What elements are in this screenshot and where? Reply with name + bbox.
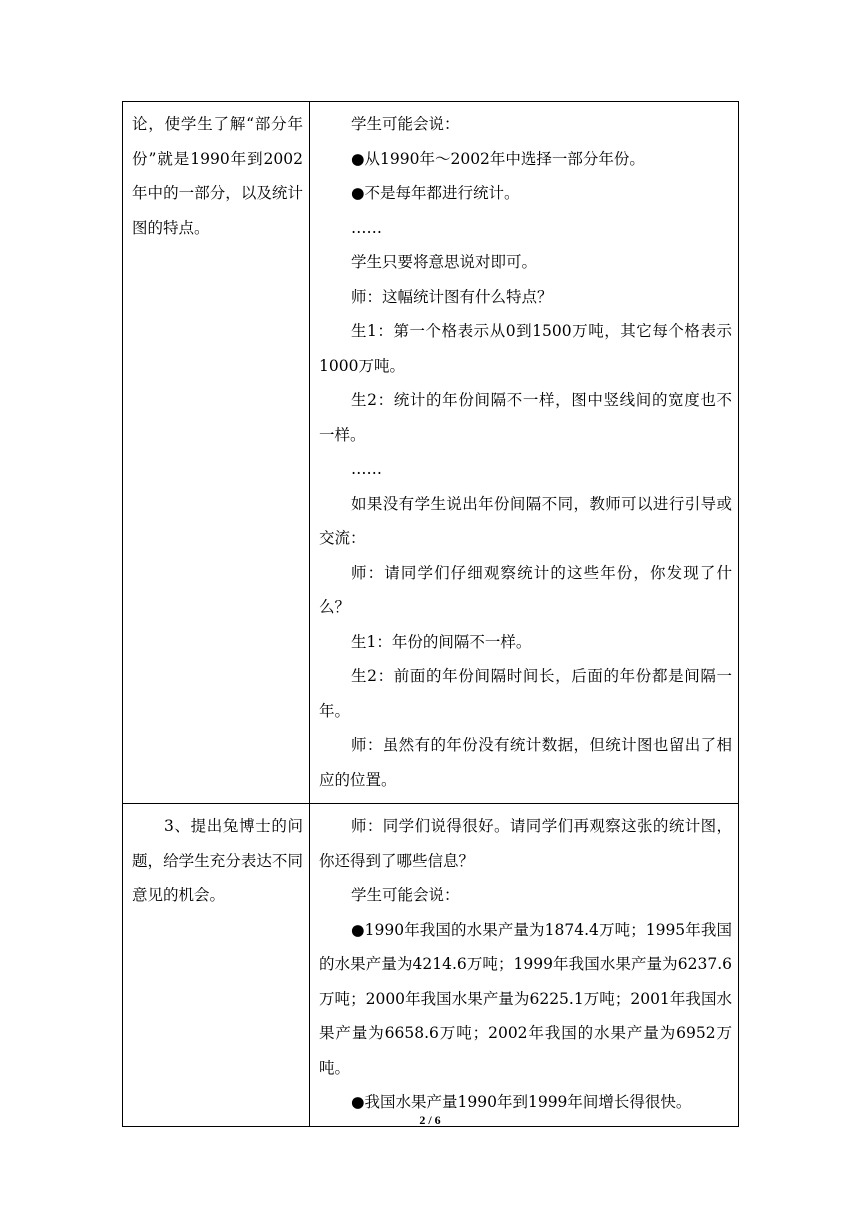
- paragraph: 生2：前面的年份间隔时间长，后面的年份都是间隔一年。: [319, 667, 732, 720]
- paragraph: 生1：第一个格表示从0到1500万吨，其它每个格表示1000万吨。: [319, 322, 732, 375]
- paragraph: 师：请同学们仔细观察统计的这些年份，你发现了什么？: [319, 563, 732, 616]
- table-row: [123, 102, 739, 804]
- page-number: 2 / 6: [419, 1113, 441, 1127]
- right-cell: [310, 804, 739, 1127]
- paragraph: ……: [351, 460, 382, 478]
- paragraph: ……: [351, 218, 382, 237]
- paragraph: 生2：统计的年份间隔不一样，图中竖线间的宽度也不一样。: [319, 391, 732, 444]
- left-cell: [123, 804, 310, 1127]
- paragraph: ●不是每年都进行统计。: [351, 184, 520, 202]
- paragraph: 如果没有学生说出年份间隔不同，教师可以进行引导或交流：: [319, 494, 732, 547]
- paragraph: 师：这幅统计图有什么特点？: [351, 287, 553, 306]
- paragraph: ●从1990年～2002年中选择一部分年份。: [351, 149, 645, 168]
- paragraph: ●1990年我国的水果产量为1874.4万吨；1995年我国的水果产量为4214.6万吨；1999年我国水果产量为6237.6万吨；2000年我国水果产量为6225.1万吨；2001年我国水果产量为6658.6万吨；2002年我国的水果产量为6952万吨。: [319, 920, 732, 1077]
- paragraph: 师：同学们说得很好。请同学们再观察这张的统计图，你还得到了哪些信息？: [319, 817, 732, 870]
- left-paragraph: 3、提出兔博士的问题，给学生充分表达不同意见的机会。: [132, 817, 303, 904]
- right-cell: [310, 102, 739, 804]
- paragraph: 生1：年份的间隔不一样。: [351, 632, 532, 651]
- paragraph: 学生可能会说：: [351, 115, 460, 133]
- left-paragraph: 论，使学生了解“部分年份”就是1990年到2002年中的一部分，以及统计图的特点。: [132, 115, 303, 237]
- paragraph: 学生可能会说：: [351, 886, 460, 904]
- table-row: [123, 804, 739, 1127]
- paragraph: 师：虽然有的年份没有统计数据，但统计图也留出了相应的位置。: [319, 736, 732, 789]
- lesson-table: [122, 101, 739, 1127]
- paragraph: ●我国水果产量1990年到1999年间增长得很快。: [351, 1093, 692, 1111]
- paragraph: 学生只要将意思说对即可。: [351, 253, 538, 271]
- left-cell: [123, 102, 310, 804]
